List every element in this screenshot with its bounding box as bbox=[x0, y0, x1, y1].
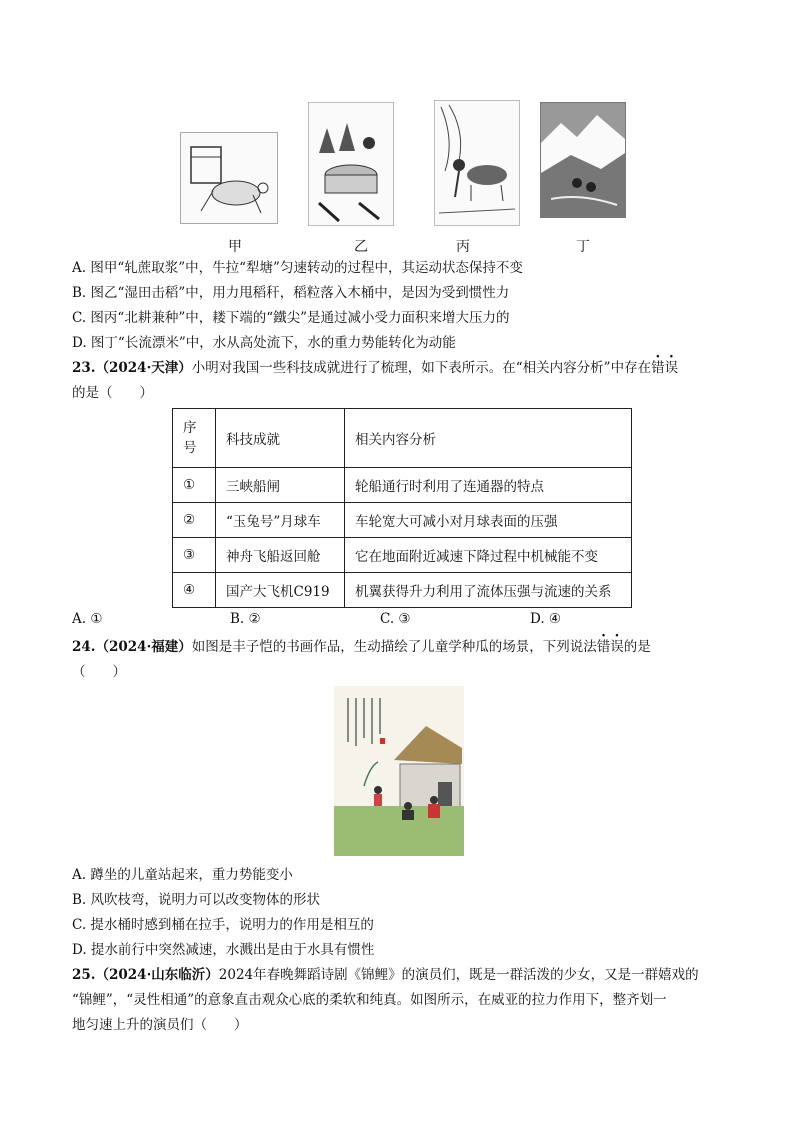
q23-source: （2024·天津） bbox=[95, 360, 192, 376]
table-header-row bbox=[173, 409, 632, 468]
q24-stem-line2: （ ） bbox=[72, 664, 126, 680]
row-achievement: 国产大飞机C919 bbox=[216, 573, 345, 608]
caption-yi: 乙 bbox=[354, 239, 368, 255]
row-index: ② bbox=[173, 503, 216, 538]
q24-option-d: D. 提水前行中突然减速，水溅出是由于水具有惯性 bbox=[72, 942, 375, 958]
table-row bbox=[173, 573, 632, 608]
q25-number: 25. bbox=[72, 967, 96, 983]
q24-option-b: B. 风吹枝弯，说明力可以改变物体的形状 bbox=[72, 892, 321, 908]
q24-number: 24. bbox=[72, 639, 96, 655]
q23-option-a: A. ① bbox=[72, 611, 103, 627]
q23-emphasis-2: 误 bbox=[664, 360, 679, 376]
q23-emphasis-1: 错 bbox=[651, 360, 665, 376]
q24-stem-text: 如图是丰子恺的书画作品，生动描绘了儿童学种瓜的场景，下列说法 bbox=[191, 639, 597, 655]
table-row bbox=[173, 503, 632, 538]
caption-ding: 丁 bbox=[576, 239, 590, 255]
q23-tech-table bbox=[172, 408, 632, 608]
q22-option-c: C. 图丙“北耕兼种”中，耧下端的“鐵尖”是通过减小受力面积来增大压力的 bbox=[72, 310, 510, 326]
row-analysis: 车轮宽大可减小对月球表面的压强 bbox=[345, 503, 632, 538]
header-achievement: 科技成就 bbox=[216, 409, 345, 468]
caption-jia: 甲 bbox=[228, 239, 242, 255]
q24-option-a: A. 蹲坐的儿童站起来，重力势能变小 bbox=[72, 867, 293, 883]
q25-stem-line3: 地匀速上升的演员们（ ） bbox=[72, 1017, 248, 1033]
q22-option-d: D. 图丁“长流漂米”中，水从高处流下，水的重力势能转化为动能 bbox=[72, 335, 456, 351]
row-analysis: 机翼获得升力利用了流体压强与流速的关系 bbox=[345, 573, 632, 608]
figure-yi-threshing-rice bbox=[308, 102, 394, 226]
q24-stem-tail: 的是 bbox=[623, 639, 651, 655]
q23-option-b: B. ② bbox=[230, 611, 261, 627]
header-analysis: 相关内容分析 bbox=[345, 409, 632, 468]
row-analysis: 轮船通行时利用了连通器的特点 bbox=[345, 468, 632, 503]
q25-source: （2024·山东临沂） bbox=[95, 967, 219, 983]
q23-stem bbox=[72, 358, 678, 378]
table-row bbox=[173, 538, 632, 573]
caption-bing: 丙 bbox=[456, 239, 470, 255]
q24-option-c: C. 提水桶时感到桶在拉手，说明力的作用是相互的 bbox=[72, 917, 374, 933]
row-index: ① bbox=[173, 468, 216, 503]
q23-option-c: C. ③ bbox=[380, 611, 411, 627]
q22-option-a: A. 图甲“轧蔗取浆”中，牛拉“犁塘”匀速转动的过程中，其运动状态保持不变 bbox=[72, 260, 523, 276]
q25-stem-text: 2024年春晚舞蹈诗剧《锦鲤》的演员们，既是一群活泼的少女，又是一群嬉戏的 bbox=[218, 967, 699, 983]
row-index: ④ bbox=[173, 573, 216, 608]
row-achievement: “玉兔号”月球车 bbox=[216, 503, 345, 538]
q23-stem-line2: 的是（ ） bbox=[72, 385, 153, 401]
figure-jia-sugarcane-press bbox=[180, 132, 278, 224]
q24-source: （2024·福建） bbox=[95, 639, 192, 655]
q23-stem-text: 小明对我国一些科技成就进行了梳理，如下表所示。在“相关内容分析”中存在 bbox=[191, 360, 652, 376]
q25-stem-line2: “锦鲤”，“灵性相通”的意象直击观众心底的柔软和纯真。如图所示，在威亚的拉力作用下，整齐划一 bbox=[72, 992, 667, 1008]
row-achievement: 三峡船闸 bbox=[216, 468, 345, 503]
q23-option-d: D. ④ bbox=[530, 611, 562, 627]
q22-option-b: B. 图乙“湿田击稻”中，用力甩稻秆，稻粒落入木桶中，是因为受到惯性力 bbox=[72, 285, 510, 301]
figure-bing-ox-plowing bbox=[434, 100, 520, 226]
figure-feng-zikai-painting bbox=[334, 686, 464, 856]
row-analysis: 它在地面附近减速下降过程中机械能不变 bbox=[345, 538, 632, 573]
q24-emphasis-1: 错 bbox=[596, 639, 611, 655]
table-row bbox=[173, 468, 632, 503]
row-index: ③ bbox=[173, 538, 216, 573]
figure-ding-water-mill bbox=[540, 102, 626, 218]
q24-emphasis-2: 误 bbox=[610, 639, 624, 655]
row-achievement: 神舟飞船返回舱 bbox=[216, 538, 345, 573]
q23-number: 23. bbox=[72, 360, 96, 376]
q24-stem bbox=[72, 637, 651, 657]
header-index: 序号 bbox=[173, 409, 216, 468]
q25-stem bbox=[72, 965, 699, 985]
